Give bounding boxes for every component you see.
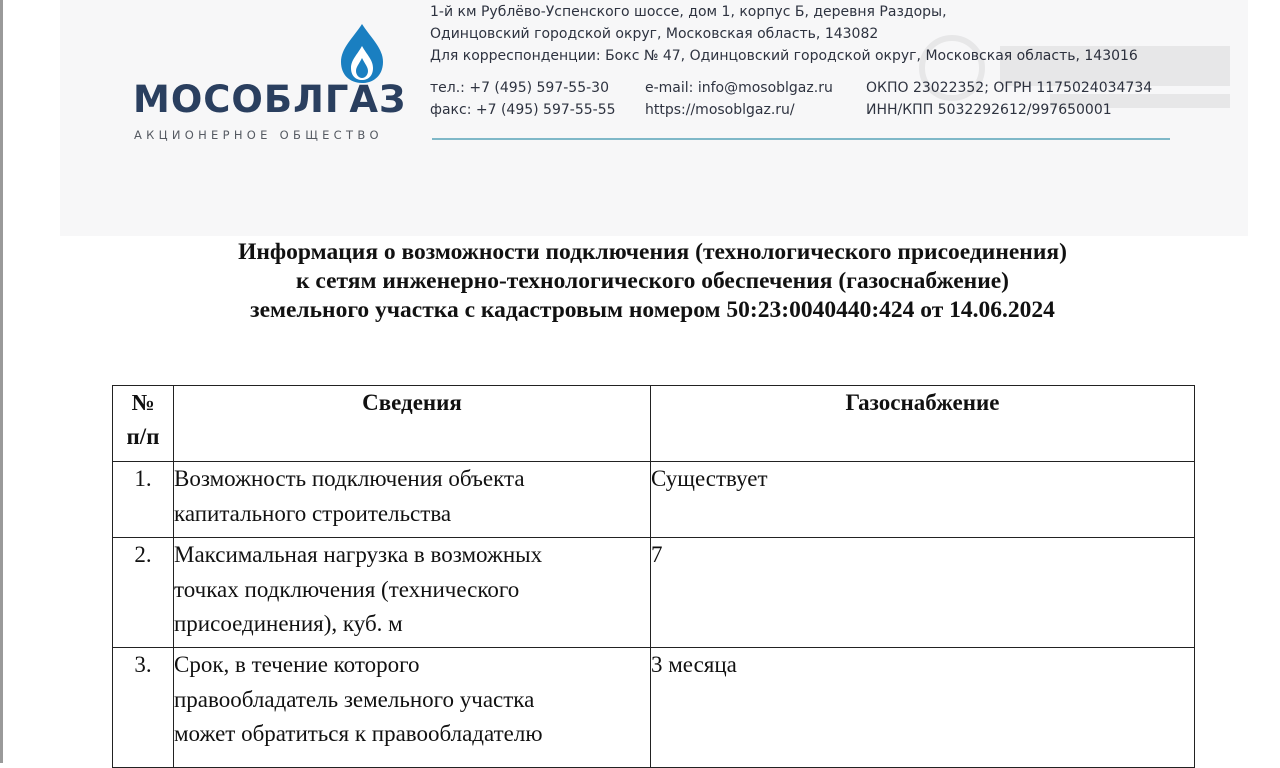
row-number: 2. — [113, 538, 174, 648]
header-divider — [432, 138, 1170, 140]
company-logo — [133, 24, 407, 149]
title-line-2: к сетям инженерно-технологического обеспечения (газоснабжение) — [295, 268, 1010, 294]
phone: тел.: +7 (495) 597-55-30 — [430, 80, 609, 96]
connection-info-table — [112, 385, 1195, 768]
address-line-1: 1-й км Рублёво-Успенского шоссе, дом 1, корпус Б, деревня Раздоры, — [430, 4, 947, 20]
fax: факс: +7 (495) 597-55-55 — [430, 102, 616, 118]
okpo-ogrn: ОКПО 23022352; ОГРН 1175024034734 — [866, 80, 1153, 96]
header-gas-supply: Газоснабжение — [651, 386, 1195, 462]
title-line-1: Информация о возможности подключения (технологического присоединения) — [238, 239, 1067, 265]
inn-kpp: ИНН/КПП 5032292612/997650001 — [866, 102, 1112, 118]
logo-name: МОСОБЛГАЗ — [133, 78, 407, 121]
title-line-3: земельного участка с кадастровым номером 50:23:0040440:424 от 14.06.2024 — [250, 297, 1055, 323]
page-left-edge — [0, 0, 3, 763]
row-value: Существует — [651, 462, 1195, 538]
website: https://mosoblgaz.ru/ — [645, 102, 795, 118]
table-header-row — [113, 386, 1195, 462]
email: e-mail: info@mosoblgaz.ru — [645, 80, 833, 96]
logo-subtitle: АКЦИОНЕРНОЕ ОБЩЕСТВО — [134, 128, 383, 142]
gas-flame-icon — [339, 24, 385, 84]
row-number: 1. — [113, 462, 174, 538]
correspondence-address: Для корреспонденции: Бокс № 47, Одинцовский городской округ, Московская область, 143016 — [430, 48, 1138, 64]
row-info: Возможность подключения объекта капитального строительства — [174, 462, 651, 538]
row-value: 3 месяца — [651, 648, 1195, 768]
row-info: Срок, в течение которого правообладатель земельного участка может обратиться к правообладателю — [174, 648, 651, 768]
watermark-icon — [910, 28, 1250, 118]
address-line-2: Одинцовский городской округ, Московская область, 143082 — [430, 26, 879, 42]
document-title — [100, 238, 1205, 325]
table-row — [113, 648, 1195, 768]
row-value: 7 — [651, 538, 1195, 648]
table-row — [113, 462, 1195, 538]
header-info: Сведения — [174, 386, 651, 462]
row-info: Максимальная нагрузка в возможных точках подключения (технического присоединения), куб. м — [174, 538, 651, 648]
header-number: № п/п — [113, 386, 174, 462]
table-row — [113, 538, 1195, 648]
row-number: 3. — [113, 648, 174, 768]
